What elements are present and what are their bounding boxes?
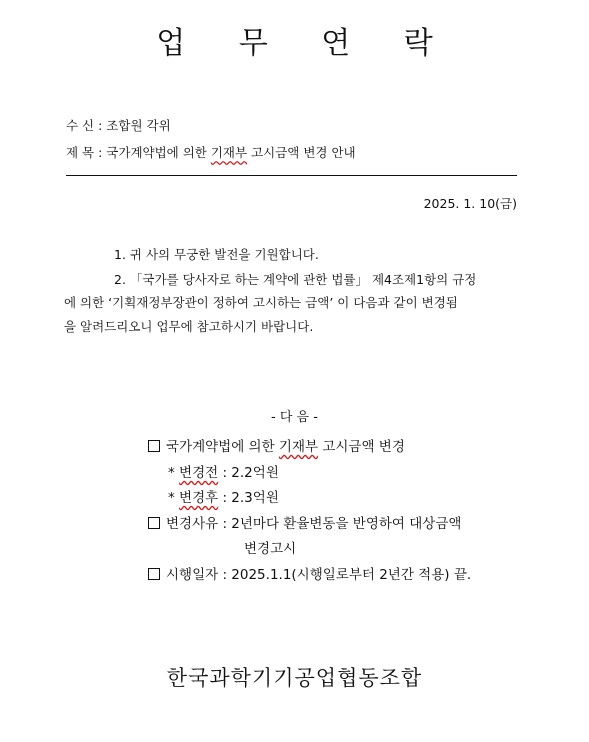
list-item-5 [148, 563, 471, 583]
list-item-2 [168, 461, 279, 481]
recipient-value: 조합원 각위 [106, 118, 171, 133]
recipient-label: 수 신 : [66, 118, 107, 133]
paragraph-1: 1. 귀 사의 무궁한 발전을 기원합니다. [114, 247, 319, 262]
item-4-text: 변경사유 : 2년마다 환율변동을 반영하여 대상금액 [166, 516, 462, 532]
item-1-text-pre: 국가계약법에 의한 [166, 439, 279, 455]
document-date: 2025. 1. 10(금) [423, 196, 517, 211]
list-item-4 [148, 512, 461, 532]
paragraph-2-line-3: 을 알려드리오니 업무에 참고하시기 바랍니다. [64, 319, 314, 334]
item-1-spellcheck-word: 기재부 [278, 439, 319, 455]
recipient-line [66, 116, 171, 134]
section-heading: - 다 음 - [271, 410, 318, 425]
item-1-text-post: 고시금액 변경 [318, 439, 405, 455]
subject-spellcheck-word: 기재부 [210, 145, 248, 160]
list-item-1 [148, 435, 405, 455]
item-2-label: 변경전 [179, 465, 219, 481]
item-5-text: 시행일자 : 2025.1.1(시행일로부터 2년간 적용) 끝. [166, 567, 472, 583]
checkbox-square-icon [148, 568, 160, 580]
subject-line [66, 143, 356, 161]
paragraph-2-line-2: 에 의한 ‘기획재정부장관이 정하여 고시하는 금액’ 이 다음과 같이 변경됨 [64, 295, 458, 310]
document-title: 업 무 연 락 [156, 26, 455, 61]
item-3-label: 변경후 [179, 490, 219, 506]
checkbox-square-icon [148, 517, 160, 529]
subject-text-pre: 국가계약법에 의한 [106, 145, 211, 160]
bullet-asterisk: * [168, 490, 180, 506]
subject-label: 제 목 : [66, 145, 107, 160]
header-divider [66, 175, 517, 176]
list-item-3 [168, 486, 279, 506]
item-2-value: : 2.2억원 [218, 465, 279, 481]
paragraph-2-line-1: 2. 「국가를 당사자로 하는 계약에 관한 법률」 제4조제1항의 규정 [114, 272, 477, 287]
organization-signature: 한국과학기기공업협동조합 [166, 666, 423, 690]
subject-text-post: 고시금액 변경 안내 [247, 145, 356, 160]
item-3-value: : 2.3억원 [218, 490, 279, 506]
list-item-4-continuation: 변경고시 [244, 541, 297, 557]
bullet-asterisk: * [168, 465, 180, 481]
checkbox-square-icon [148, 440, 160, 452]
